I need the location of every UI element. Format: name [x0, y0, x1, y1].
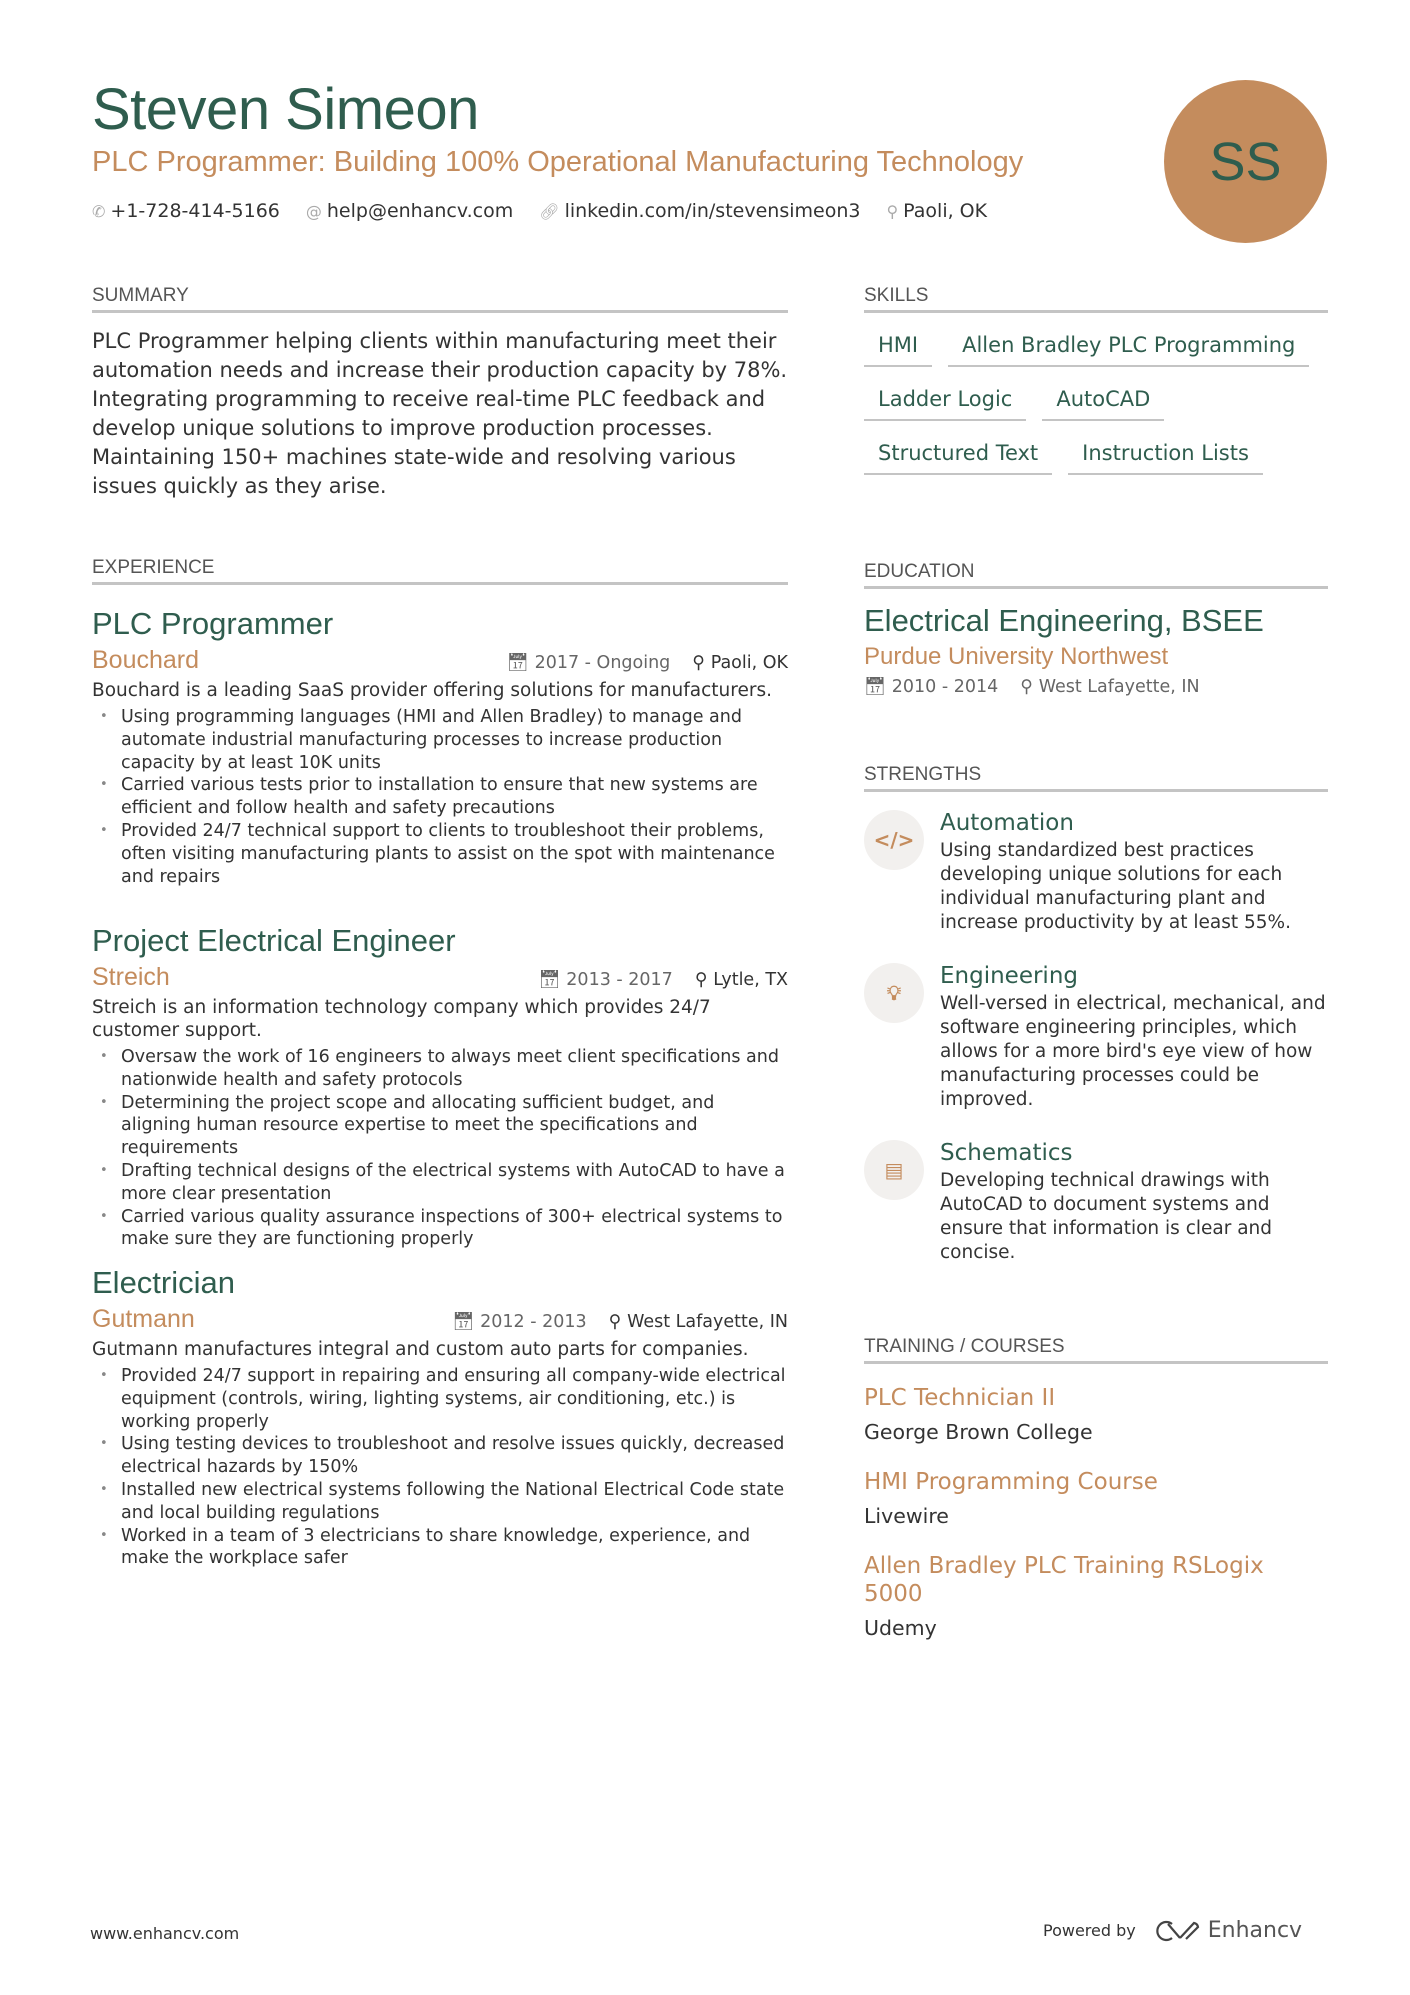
job-dates: 📅︎ 2012 - 2013: [452, 1312, 587, 1332]
at-icon: @: [305, 202, 322, 221]
course-item: [864, 1552, 1284, 1640]
job-entry: [92, 1265, 788, 1570]
document-icon: ▤: [864, 1140, 924, 1200]
bullet: • Carried various quality assurance inspections of 300+ electrical systems to make sure they are functioning properly: [92, 1206, 788, 1252]
contact-location: ⚲ Paoli, OK: [886, 200, 988, 222]
skill-tag: Allen Bradley PLC Programming: [948, 327, 1309, 367]
section-heading: EXPERIENCE: [92, 557, 788, 585]
degree: Electrical Engineering, BSEE: [864, 603, 1264, 638]
section-heading: SUMMARY: [92, 285, 788, 313]
contact-linkedin[interactable]: 🔗︎ linkedin.com/in/stevensimeon3: [539, 200, 861, 222]
bullet: • Worked in a team of 3 electricians to share knowledge, experience, and make the workplace safer: [92, 1525, 788, 1571]
skill-tag: Instruction Lists: [1068, 435, 1263, 475]
link-icon: 🔗︎: [539, 202, 560, 221]
strength-text: Developing technical drawings with AutoCAD to document systems and ensure that information is clear and concise.: [940, 1170, 1273, 1263]
location-icon: ⚲: [694, 970, 714, 990]
course-provider: Udemy: [864, 1616, 937, 1640]
calendar-icon: 📅︎: [506, 653, 535, 673]
job-entry: [92, 923, 788, 1251]
company-name: Gutmann: [92, 1305, 195, 1333]
job-location: ⚲ Paoli, OK: [692, 653, 788, 673]
strength-text: Using standardized best practices developing unique solutions for each individual manufacturing plant and increase productivity by at least 55%.: [940, 840, 1291, 933]
contact-bar: [92, 200, 987, 222]
enhancv-logo[interactable]: Enhancv: [1154, 1918, 1302, 1943]
enhancv-logo-icon: [1154, 1919, 1200, 1943]
company-description: Bouchard is a leading SaaS provider offering solutions for manufacturers.: [92, 680, 772, 701]
contact-email[interactable]: @ help@enhancv.com: [305, 200, 514, 222]
course-title: PLC Technician II: [864, 1385, 1056, 1411]
footer-branding: [1043, 1918, 1302, 1943]
strengths-section: [864, 764, 1328, 1293]
job-dates: 📅︎ 2017 - Ongoing: [506, 653, 671, 673]
job-title: PLC Programmer: [92, 606, 334, 641]
bullet: • Using testing devices to troubleshoot and resolve issues quickly, decreased electrical hazards by 150%: [92, 1433, 788, 1479]
edu-location: ⚲ West Lafayette, IN: [1020, 677, 1200, 697]
skill-tag: Structured Text: [864, 435, 1052, 475]
footer-website[interactable]: www.enhancv.com: [90, 1924, 240, 1943]
edu-dates: 📅︎ 2010 - 2014: [864, 677, 999, 697]
headline: PLC Programmer: Building 100% Operational Manufacturing Technology: [92, 146, 1024, 178]
job-title: Electrician: [92, 1265, 235, 1300]
course-provider: Livewire: [864, 1504, 949, 1528]
avatar: SS: [1164, 80, 1327, 243]
company-name: Bouchard: [92, 646, 200, 674]
bullet: • Drafting technical designs of the electrical systems with AutoCAD to have a more clear presentation: [92, 1160, 788, 1206]
job-dates: 📅︎ 2013 - 2017: [538, 970, 673, 990]
lightbulb-icon: 💡︎: [864, 963, 924, 1023]
strength-title: Schematics: [940, 1140, 1073, 1166]
school: Purdue University Northwest: [864, 643, 1169, 670]
strength-item: [864, 963, 1328, 1112]
strength-title: Automation: [940, 810, 1074, 836]
course-item: [864, 1468, 1328, 1528]
job-location: ⚲ West Lafayette, IN: [608, 1312, 788, 1332]
company-description: Streich is an information technology company which provides 24/7 customer support.: [92, 997, 711, 1041]
location-icon: ⚲: [1020, 677, 1039, 697]
bullet: • Carried various tests prior to installation to ensure that new systems are efficient and follow health and safety precautions: [92, 774, 788, 820]
course-title: Allen Bradley PLC Training RSLogix 5000: [864, 1553, 1264, 1607]
calendar-icon: 📅︎: [452, 1312, 481, 1332]
location-icon: ⚲: [692, 653, 711, 673]
job-entry: [92, 606, 788, 888]
location-icon: ⚲: [608, 1312, 628, 1332]
section-heading: TRAINING / COURSES: [864, 1336, 1328, 1364]
summary-text: PLC Programmer helping clients within manufacturing meet their automation needs and increase their production capacity by 78%. Integrating programming to receive real-time PLC feedback and develop unique solutions to improve production processes. Maintaining 150+ machines state-wide and resolving various issues quickly as they arise.: [92, 329, 788, 498]
calendar-icon: 📅︎: [864, 677, 892, 697]
job-location: ⚲ Lytle, TX: [694, 970, 788, 990]
candidate-name: Steven Simeon: [92, 77, 479, 142]
skills-section: [864, 285, 1328, 475]
section-heading: EDUCATION: [864, 561, 1328, 589]
summary-section: [92, 285, 788, 501]
strength-title: Engineering: [940, 963, 1078, 989]
course-provider: George Brown College: [864, 1420, 1093, 1444]
bullet: • Provided 24/7 support in repairing and ensuring all company-wide electrical equipment (controls, wiring, lighting systems, air conditioning, etc.) is working properly: [92, 1365, 788, 1433]
skill-tag: HMI: [864, 327, 932, 367]
bullet: • Using programming languages (HMI and Allen Bradley) to manage and automate industrial manufacturing processes to increase production capacity by at least 10K units: [92, 706, 788, 774]
training-section: [864, 1336, 1328, 1664]
code-icon: </>: [864, 810, 924, 870]
bullet: • Determining the project scope and allocating sufficient budget, and aligning human resource expertise to meet the specifications and requirements: [92, 1092, 788, 1160]
calendar-icon: 📅︎: [538, 970, 567, 990]
section-heading: STRENGTHS: [864, 764, 1328, 792]
phone-icon: ✆: [92, 202, 106, 221]
skill-tag: AutoCAD: [1042, 381, 1164, 421]
section-heading: SKILLS: [864, 285, 1328, 313]
education-section: [864, 561, 1328, 697]
company-description: Gutmann manufactures integral and custom auto parts for companies.: [92, 1339, 749, 1360]
course-title: HMI Programming Course: [864, 1469, 1158, 1495]
strength-item: [864, 1140, 1328, 1265]
job-title: Project Electrical Engineer: [92, 923, 456, 958]
bullet: • Installed new electrical systems following the National Electrical Code state and local building regulations: [92, 1479, 788, 1525]
course-item: [864, 1384, 1328, 1444]
company-name: Streich: [92, 963, 170, 991]
bullet: • Provided 24/7 technical support to clients to troubleshoot their problems, often visiting manufacturing plants to assist on the spot with maintenance and repairs: [92, 820, 788, 888]
powered-by: Powered by: [1043, 1921, 1136, 1940]
contact-phone: ✆ +1-728-414-5166: [92, 200, 280, 222]
strength-item: [864, 810, 1328, 935]
strength-text: Well-versed in electrical, mechanical, and software engineering principles, which allows for a more bird's eye view of how manufacturing processes could be improved.: [940, 993, 1326, 1110]
bullet: • Oversaw the work of 16 engineers to always meet client specifications and nationwide health and safety protocols: [92, 1046, 788, 1092]
location-icon: ⚲: [886, 202, 899, 221]
experience-section: [92, 557, 788, 599]
skill-tag: Ladder Logic: [864, 381, 1026, 421]
